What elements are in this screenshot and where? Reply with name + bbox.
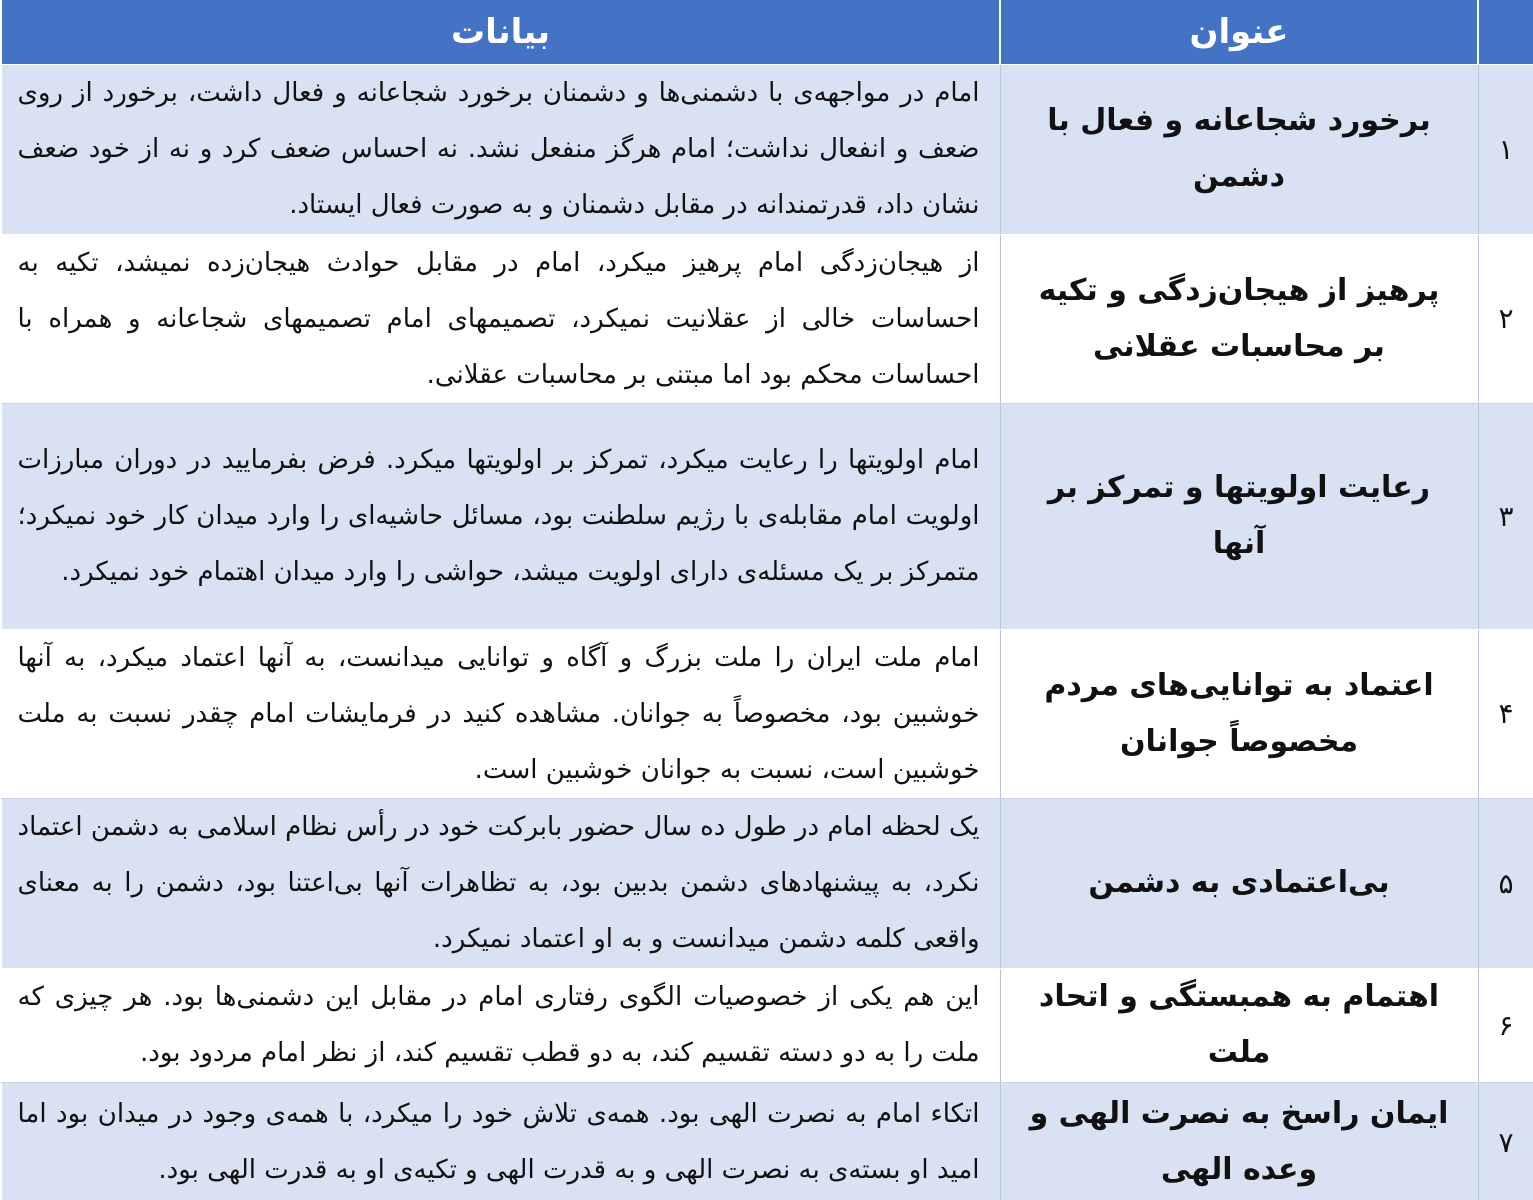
header-number	[1478, 0, 1533, 64]
row-description-text: این هم یکی از خصوصیات الگوی رفتاری امام در مقابل این دشمنی‌ها بود. هر چیزی که ملت را به دو دسته تقسیم کند، به دو قطب تقسیم کند، از نظر امام مردود بود.	[17, 982, 980, 1068]
header-description: بیانات	[1, 0, 1000, 64]
row-description	[1, 798, 1000, 968]
row-description-text: امام ملت ایران را ملت بزرگ و آگاه و توانایی میدانست، به آنها اعتماد میکرد، به آنها خوشبین بود، مخصوصاً به جوانان. مشاهده کنید در فرمایشات امام چقدر نسبت به ملت خوشبین است، نسبت به جوانان خوشبین است.	[17, 642, 980, 785]
row-title: پرهیز از هیجان‌زدگی و تکیه بر محاسبات عقلانی	[1000, 234, 1478, 403]
row-title: بی‌اعتمادی به دشمن	[1000, 798, 1478, 968]
table-header-row	[1, 0, 1533, 64]
table-row	[1, 403, 1533, 629]
row-description-text: از هیجان‌زدگی امام پرهیز میکرد، امام در مقابل حوادث هیجان‌زده نمیشد، تکیه به احساسات خالی از عقلانیت نمیکرد، تصمیمهای امام تصمیمهای شجاعانه و همراه با احساسات محکم بود اما مبتنی بر محاسبات عقلانی.	[17, 247, 980, 390]
row-number: ۵	[1478, 798, 1533, 968]
table-row	[1, 798, 1533, 968]
row-description-text: امام اولویتها را رعایت میکرد، تمرکز بر اولویتها میکرد. فرض بفرمایید در دوران مبارزات اولویت امام مقابله‌ی با رژیم سلطنت بود، مسائل حاشیه‌ای را وارد میدان کار خود نمیکرد؛ متمرکز بر یک مسئله‌ی دارای اولویت میشد، حواشی را وارد میدان اهتمام خود نمیکرد.	[17, 445, 980, 587]
table-row	[1, 1082, 1533, 1200]
row-number: ۲	[1478, 234, 1533, 403]
header-title: عنوان	[1000, 0, 1478, 64]
row-number: ۴	[1478, 629, 1533, 798]
row-description-text: یک لحظه امام در طول ده سال حضور بابرکت خود در رأس نظام اسلامی به دشمن اعتماد نکرد، به پیشنهادهای دشمن بدبین بود، به تظاهرات آنها بی‌اعتنا بود، دشمن را به معنای واقعی کلمه دشمن میدانست و به او اعتماد نمیکرد.	[17, 812, 980, 954]
row-number: ۷	[1478, 1082, 1533, 1200]
row-description	[1, 64, 1000, 234]
table-row	[1, 234, 1533, 403]
row-description	[1, 234, 1000, 403]
row-title: رعایت اولویتها و تمرکز بر آنها	[1000, 403, 1478, 629]
row-description	[1, 629, 1000, 798]
row-title: ایمان راسخ به نصرت الهی و وعده الهی	[1000, 1082, 1478, 1200]
row-description	[1, 968, 1000, 1082]
row-title: اعتماد به توانایی‌های مردم مخصوصاً جوانان	[1000, 629, 1478, 798]
table-row	[1, 968, 1533, 1082]
row-description-text: اتکاء امام به نصرت الهی بود. همه‌ی تلاش خود را میکرد، با همه‌ی وجود در میدان بود اما امید او بسته‌ی به نصرت الهی و به قدرت الهی و تکیه‌ی او به قدرت الهی بود.	[17, 1099, 980, 1185]
row-title: برخورد شجاعانه و فعال با دشمن	[1000, 64, 1478, 234]
row-number: ۳	[1478, 403, 1533, 629]
row-number: ۱	[1478, 64, 1533, 234]
row-number: ۶	[1478, 968, 1533, 1082]
row-description	[1, 1082, 1000, 1200]
table-row	[1, 64, 1533, 234]
table-row	[1, 629, 1533, 798]
row-title: اهتمام به همبستگی و اتحاد ملت	[1000, 968, 1478, 1082]
row-description	[1, 403, 1000, 629]
row-description-text: امام در مواجهه‌ی با دشمنی‌ها و دشمنان برخورد شجاعانه و فعال داشت، برخورد از روی ضعف و انفعال نداشت؛ امام هرگز منفعل نشد. نه احساس ضعف کرد و نه از خود ضعف نشان داد، قدرتمندانه در مقابل دشمنان و به صورت فعال ایستاد.	[17, 78, 980, 220]
